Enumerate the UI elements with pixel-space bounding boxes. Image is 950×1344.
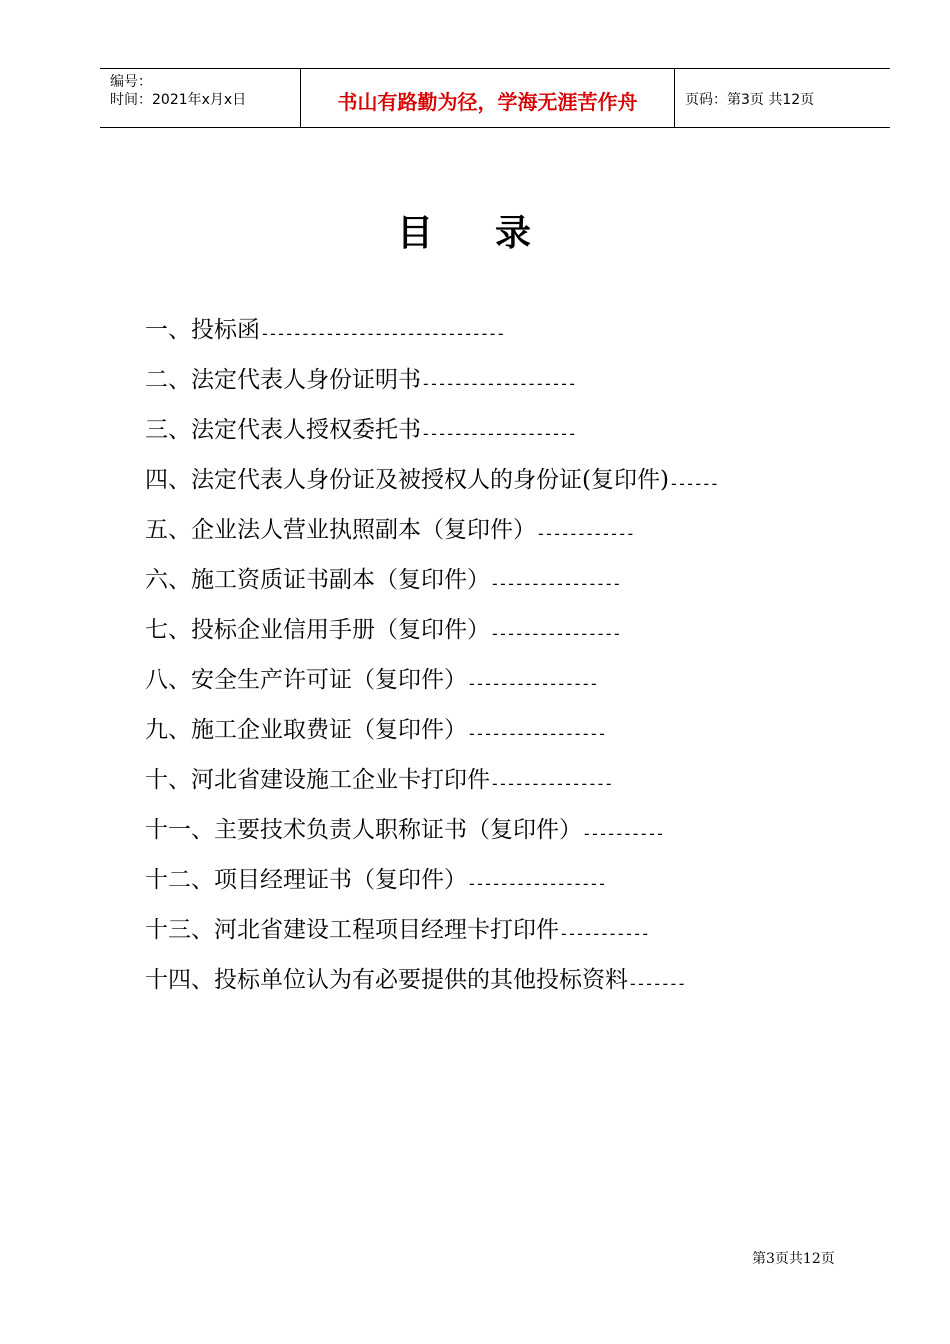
- toc-item-leader: ----------------: [467, 674, 598, 693]
- toc-item-label: 十二、项目经理证书（复印件）: [145, 867, 467, 893]
- toc-item-label: 十、河北省建设施工企业卡打印件: [145, 767, 490, 793]
- toc-item-leader: ---------------: [490, 774, 612, 793]
- page-footer-number: 第3页共12页: [752, 1251, 835, 1267]
- toc-item: [145, 812, 865, 862]
- toc-item: [145, 562, 865, 612]
- toc-item-label: 十四、投标单位认为有必要提供的其他投标资料: [145, 967, 628, 993]
- toc-item: [145, 962, 865, 1012]
- toc-item-leader: -----------------: [467, 874, 606, 893]
- toc-item-label: 九、施工企业取费证（复印件）: [145, 717, 467, 743]
- table-of-contents: [145, 312, 865, 1012]
- header-page-info: 页码：第3页 共12页: [685, 92, 815, 108]
- toc-item: [145, 912, 865, 962]
- toc-item-label: 五、企业法人营业执照副本（复印件）: [145, 517, 536, 543]
- toc-item: [145, 312, 865, 362]
- toc-item-label: 十三、河北省建设工程项目经理卡打印件: [145, 917, 559, 943]
- toc-item-leader: -------------------: [421, 374, 576, 393]
- toc-item-leader: -------------------: [421, 424, 576, 443]
- page-header: [100, 68, 890, 128]
- toc-item-label: 三、法定代表人授权委托书: [145, 417, 421, 443]
- toc-item: [145, 862, 865, 912]
- toc-item: [145, 412, 865, 462]
- toc-item-leader: ----------: [582, 824, 664, 843]
- toc-item-label: 四、法定代表人身份证及被授权人的身份证(复印件): [145, 467, 669, 493]
- toc-item-label: 六、施工资质证书副本（复印件）: [145, 567, 490, 593]
- toc-item: [145, 612, 865, 662]
- toc-item: [145, 762, 865, 812]
- toc-item-label: 七、投标企业信用手册（复印件）: [145, 617, 490, 643]
- page-title: 目录: [396, 213, 593, 254]
- toc-item-label: 一、投标函: [145, 317, 260, 343]
- toc-item-leader: ----------------: [490, 624, 621, 643]
- toc-item-label: 十一、主要技术负责人职称证书（复印件）: [145, 817, 582, 843]
- toc-item-label: 二、法定代表人身份证明书: [145, 367, 421, 393]
- header-middle-cell: [301, 69, 675, 127]
- toc-item: [145, 712, 865, 762]
- document-date: 时间：2021年x月x日: [110, 92, 247, 108]
- toc-item-label: 八、安全生产许可证（复印件）: [145, 667, 467, 693]
- toc-item-leader: ------: [668, 474, 718, 493]
- toc-item-leader: -----------------: [467, 724, 606, 743]
- header-left-cell: [100, 69, 301, 127]
- toc-item: [145, 662, 865, 712]
- toc-item-leader: -----------: [559, 924, 649, 943]
- toc-item-leader: ------------: [536, 524, 634, 543]
- toc-item: [145, 462, 865, 512]
- document-number-label: 编号：: [110, 74, 152, 90]
- header-right-cell: [675, 69, 890, 127]
- toc-item-leader: -------: [628, 974, 685, 993]
- toc-item-leader: ------------------------------: [260, 324, 504, 343]
- toc-item: [145, 512, 865, 562]
- toc-item: [145, 362, 865, 412]
- header-motto: 书山有路勤为径，学海无涯苦作舟: [337, 90, 638, 114]
- toc-item-leader: ----------------: [490, 574, 621, 593]
